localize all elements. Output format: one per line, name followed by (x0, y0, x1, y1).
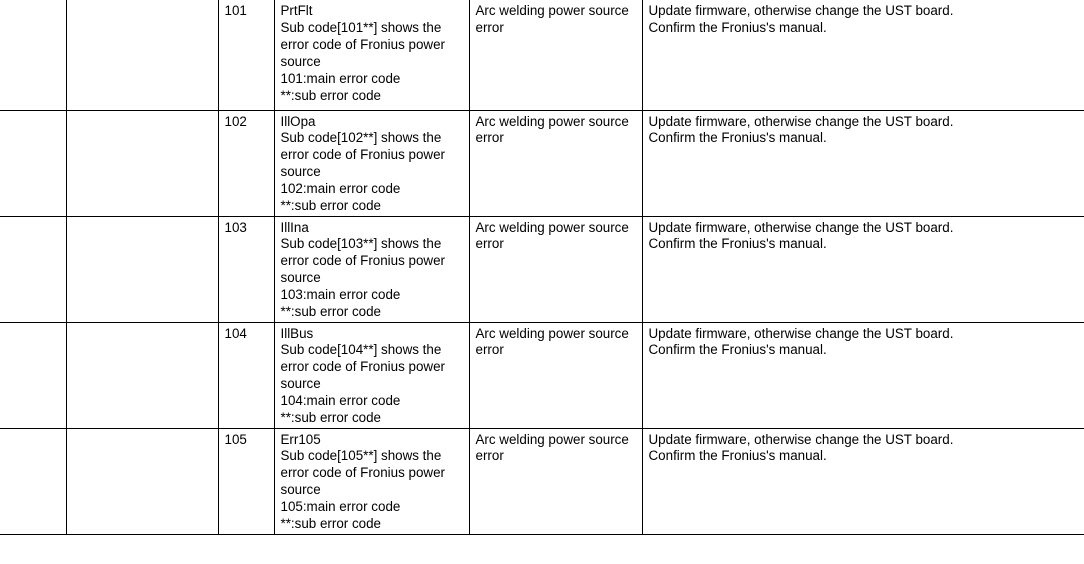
error-description-line: 104:main error code (280, 393, 401, 409)
error-remedy-line: Update firmware, otherwise change the UST board. (648, 431, 954, 447)
error-remedy-cell (642, 0, 1084, 110)
error-number-cell: 104 (218, 322, 274, 428)
error-number-cell: 101 (218, 0, 274, 110)
error-remedy-line: Update firmware, otherwise change the UST board. (648, 325, 954, 341)
blank-category-cell (0, 0, 66, 110)
error-description-line: Sub code[105**] shows the (280, 448, 442, 464)
error-description-line: Sub code[102**] shows the (280, 130, 442, 146)
error-cause-cell: Arc welding power source error (469, 322, 642, 428)
error-description-line: source (280, 270, 321, 286)
error-description-line: source (280, 53, 321, 69)
error-description-cell (274, 0, 469, 110)
table-row (0, 216, 1084, 322)
error-description-cell (274, 322, 469, 428)
table-row (0, 110, 1084, 216)
table-row (0, 428, 1084, 534)
error-description-line: error code of Fronius power (280, 465, 445, 481)
error-remedy-line: Confirm the Fronius's manual. (648, 448, 827, 464)
error-name: IllOpa (280, 113, 316, 129)
error-name: PrtFlt (280, 3, 313, 18)
error-description-line: **:sub error code (280, 198, 381, 214)
error-number-cell: 105 (218, 428, 274, 534)
blank-subcategory-cell (66, 322, 218, 428)
error-remedy-line: Confirm the Fronius's manual. (648, 236, 827, 252)
error-description-line: error code of Fronius power (280, 359, 445, 375)
error-cause-cell: Arc welding power source error (469, 0, 642, 110)
error-name: IllBus (280, 325, 314, 341)
error-remedy-cell (642, 216, 1084, 322)
error-description-line: source (280, 482, 321, 498)
blank-category-cell (0, 428, 66, 534)
error-description-line: error code of Fronius power (280, 36, 445, 52)
blank-category-cell (0, 110, 66, 216)
error-description-line: **:sub error code (280, 304, 381, 320)
error-remedy-cell (642, 110, 1084, 216)
blank-subcategory-cell (66, 0, 218, 110)
error-number-cell: 103 (218, 216, 274, 322)
table-row (0, 0, 1084, 110)
blank-category-cell (0, 322, 66, 428)
error-description-line: 102:main error code (280, 181, 401, 197)
error-description-cell (274, 216, 469, 322)
error-remedy-line: Update firmware, otherwise change the UST board. (648, 113, 954, 129)
error-remedy-line: Confirm the Fronius's manual. (648, 130, 827, 146)
error-description-line: error code of Fronius power (280, 253, 445, 269)
error-name: Err105 (280, 431, 321, 447)
error-description-line: 105:main error code (280, 499, 401, 515)
error-description-cell (274, 428, 469, 534)
error-description-line: error code of Fronius power (280, 147, 445, 163)
table-row (0, 322, 1084, 428)
error-description-line: source (280, 164, 321, 180)
error-remedy-line: Confirm the Fronius's manual. (648, 19, 827, 35)
error-description-line: **:sub error code (280, 87, 381, 103)
blank-category-cell (0, 216, 66, 322)
error-cause-cell: Arc welding power source error (469, 216, 642, 322)
error-number-cell: 102 (218, 110, 274, 216)
error-remedy-cell (642, 428, 1084, 534)
error-description-line: **:sub error code (280, 516, 381, 532)
blank-subcategory-cell (66, 216, 218, 322)
error-description-line: Sub code[101**] shows the (280, 19, 442, 35)
blank-subcategory-cell (66, 110, 218, 216)
error-remedy-line: Confirm the Fronius's manual. (648, 342, 827, 358)
error-description-line: Sub code[104**] shows the (280, 342, 442, 358)
error-description-cell (274, 110, 469, 216)
error-cause-cell: Arc welding power source error (469, 110, 642, 216)
error-description-line: 101:main error code (280, 70, 401, 86)
error-description-line: source (280, 376, 321, 392)
error-description-line: 103:main error code (280, 287, 401, 303)
error-remedy-line: Update firmware, otherwise change the UST board. (648, 219, 954, 235)
error-description-line: **:sub error code (280, 410, 381, 426)
error-description-line: Sub code[103**] shows the (280, 236, 442, 252)
error-remedy-line: Update firmware, otherwise change the UST board. (648, 3, 954, 18)
blank-subcategory-cell (66, 428, 218, 534)
error-cause-cell: Arc welding power source error (469, 428, 642, 534)
error-name: IllIna (280, 219, 309, 235)
error-remedy-cell (642, 322, 1084, 428)
